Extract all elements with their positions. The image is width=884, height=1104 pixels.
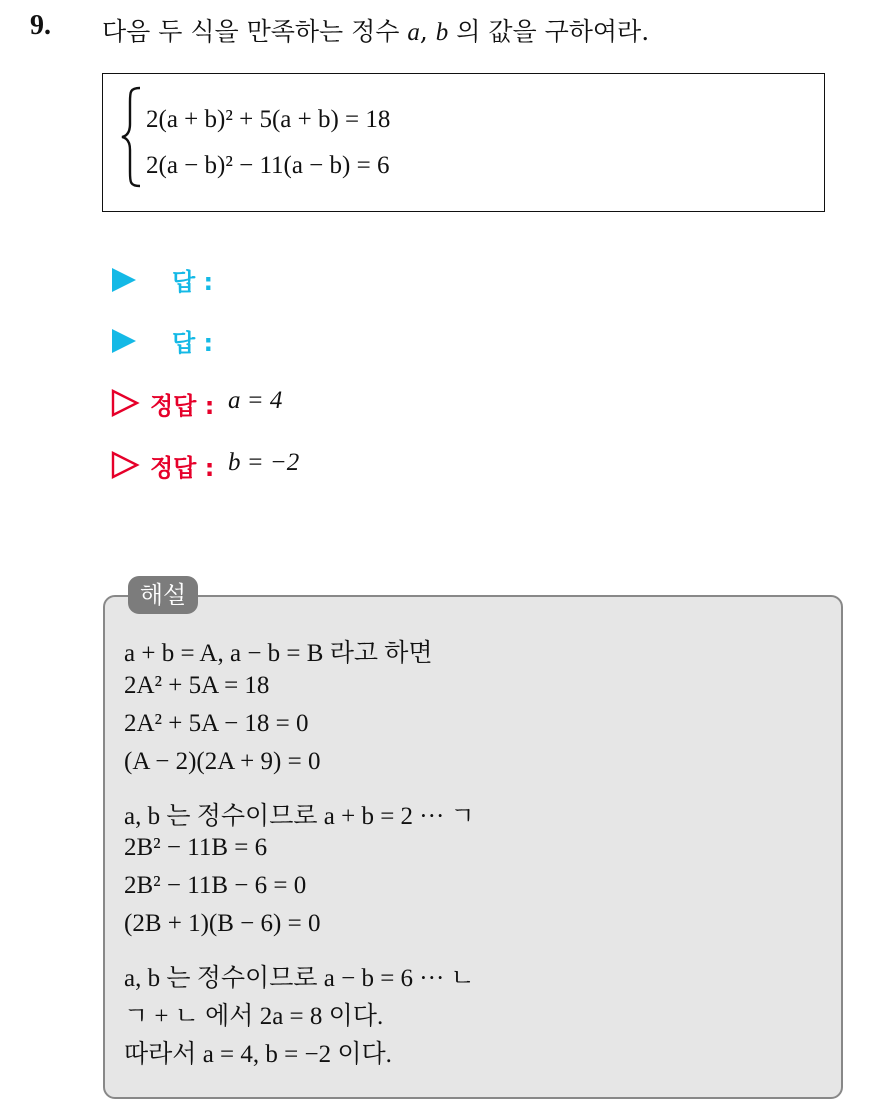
question-text <box>102 12 649 48</box>
explanation-line-10: ㄱ + ㄴ 에서 2a = 8 이다. <box>124 1003 384 1030</box>
solution-value-2: b = −2 <box>228 449 300 476</box>
explanation-line-5: a, b 는 정수이므로 a + b = 2 ··· ㄱ <box>124 803 475 830</box>
explanation-line-1: a + b = A, a − b = B 라고 하면 <box>124 640 433 667</box>
explanation-line-3: 2A² + 5A − 18 = 0 <box>124 710 309 737</box>
question-text-pre: 다음 두 식을 만족하는 정수 <box>102 17 408 46</box>
filled-triangle-icon <box>110 327 138 355</box>
answer-label: 답 : <box>172 329 214 357</box>
explanation-line-6: 2B² − 11B = 6 <box>124 834 268 861</box>
question-number: 9. <box>30 10 51 41</box>
outline-triangle-icon <box>110 388 140 418</box>
solution-label: 정답 : <box>150 454 215 482</box>
left-brace-icon <box>120 82 144 192</box>
equation-1: 2(a + b)² + 5(a + b) = 18 <box>146 106 391 133</box>
explanation-line-11: 따라서 a = 4, b = −2 이다. <box>124 1041 392 1068</box>
question-text-post: 의 값을 구하여라. <box>448 17 650 46</box>
explanation-line-9: a, b 는 정수이므로 a − b = 6 ··· ㄴ <box>124 965 475 992</box>
outline-triangle-icon <box>110 450 140 480</box>
solution-label: 정답 : <box>150 392 215 420</box>
comma: , <box>419 17 436 46</box>
variable-b: b <box>435 19 449 46</box>
filled-triangle-icon <box>110 266 138 294</box>
explanation-line-2: 2A² + 5A = 18 <box>124 672 270 699</box>
equation-system-box <box>102 73 825 212</box>
solution-value-1: a = 4 <box>228 387 283 414</box>
equation-2: 2(a − b)² − 11(a − b) = 6 <box>146 152 390 179</box>
explanation-line-4: (A − 2)(2A + 9) = 0 <box>124 748 321 775</box>
explanation-line-7: 2B² − 11B − 6 = 0 <box>124 872 307 899</box>
variable-a: a <box>407 19 420 46</box>
explanation-line-8: (2B + 1)(B − 6) = 0 <box>124 910 321 937</box>
answer-label: 답 : <box>172 268 214 296</box>
explanation-tab: 해설 <box>128 576 198 614</box>
